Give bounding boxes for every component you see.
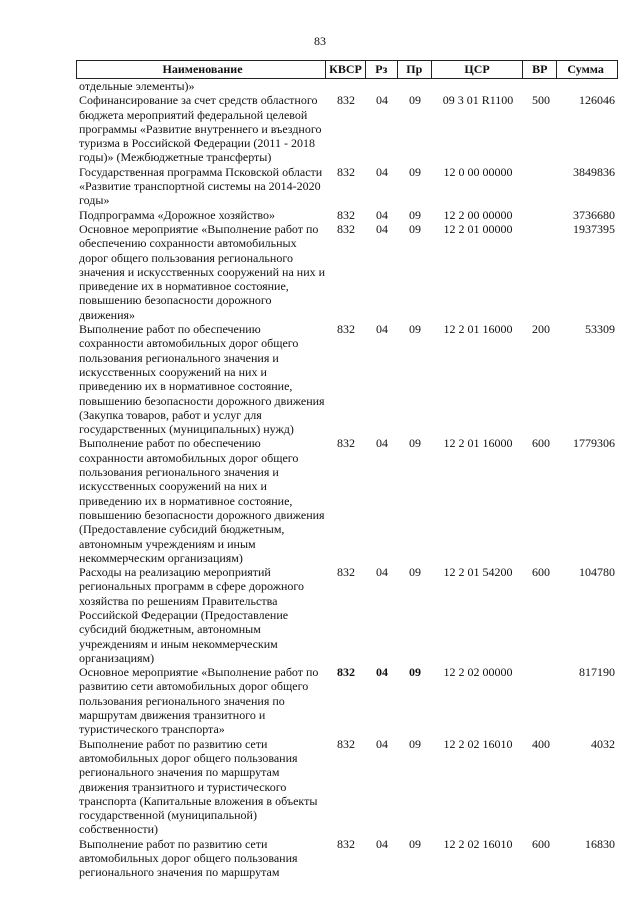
cell-csr: 12 2 02 00000 [443,665,513,680]
cell-kvsr: 832 [337,221,355,236]
cell-name: Выполнение работ по обеспечению сохранности автомобильных дорог общего пользования регионального значения и искусственных сооружений на них и приведению их в нормативное состояние, повышению безопасности дорожного движения (Предоставление субсидий бюджетным, автономным учреждениям и иным некоммерческим организациям) [79,436,325,565]
cell-rz: 04 [376,836,388,851]
cell-csr [432,79,524,93]
cell-kvsr: 832 [337,436,355,451]
cell-name: Расходы на реализацию мероприятий региональных программ в сфере дорожного хозяйства по решениям Правительства Российской Федерации (Предоставление субсидий бюджетным, автономным учреждениям и иным некоммерческим организациям) [79,565,305,665]
cell-pr: 09 [409,436,421,451]
cell-csr: 12 2 00 00000 [443,207,513,222]
cell-csr: 12 2 01 54200 [443,565,513,580]
cell-sum: 1779306 [573,436,615,451]
table-row [76,322,618,436]
cell-pr: 09 [409,221,421,236]
header-kvsr: КВСР [326,61,366,78]
table-body [76,79,618,880]
cell-kvsr: 832 [337,565,355,580]
cell-sum: 3849836 [573,164,615,179]
table-row [76,222,618,322]
cell-name: Государственная программа Псковской области «Развитие транспортной системы на 2014-2020 годы» [79,164,323,208]
cell-name: отдельные элементы)» [79,79,195,93]
cell-name: Выполнение работ по развитию сети автомобильных дорог общего пользования регионального значения по маршрутам движения транзитного и туристического транспорта (Капитальные вложения в объекты государственной (муниципальной) собственности) [79,736,318,837]
cell-kvsr [326,79,366,93]
cell-kvsr: 832 [337,322,355,337]
table-row [76,79,618,93]
header-rz: Рз [366,61,398,78]
cell-vr: 600 [532,836,550,851]
cell-vr [524,165,558,208]
cell-csr: 12 2 02 16010 [443,736,513,751]
cell-sum: 1937395 [573,221,615,236]
cell-rz: 04 [376,436,388,451]
cell-rz: 04 [376,665,388,680]
cell-sum: 4032 [591,736,615,751]
cell-pr: 09 [409,836,421,851]
cell-rz: 04 [376,736,388,751]
cell-kvsr: 832 [337,207,355,222]
header-sum: Сумма [567,62,604,76]
cell-rz: 04 [376,93,388,108]
cell-vr: 600 [532,436,550,451]
cell-name: Основное мероприятие «Выполнение работ по обеспечению сохранности автомобильных дорог общего пользования регионального значения и искусственных сооружений на них и приведение их в нормативное состояние, повышению безопасности дорожного движения» [79,221,326,322]
cell-pr: 09 [409,665,421,680]
header-pr: Пр [398,61,432,78]
cell-kvsr: 832 [337,665,355,680]
table-row [76,665,618,736]
cell-pr: 09 [409,736,421,751]
cell-rz: 04 [376,565,388,580]
cell-kvsr: 832 [337,836,355,851]
cell-vr [524,208,558,222]
cell-name: Выполнение работ по развитию сети автомобильных дорог общего пользования регионального значения по маршрутам [79,836,298,880]
header-name: Наименование [77,61,326,78]
cell-name: Основное мероприятие «Выполнение работ по развитию сети автомобильных дорог общего пользования регионального значения по маршрутам движения транзитного и туристического транспорта» [79,665,319,737]
cell-pr: 09 [409,164,421,179]
table-row [76,436,618,565]
cell-kvsr: 832 [337,736,355,751]
cell-rz [366,79,398,93]
cell-name: Софинансирование за счет средств областного бюджета мероприятий федеральной целевой программы «Развитие внутреннего и въездного туризма в Российской Федерации (2011 - 2018 годы)» (Межбюджетные трансферты) [79,93,322,165]
cell-vr [524,79,558,93]
cell-rz: 04 [376,207,388,222]
cell-sum [558,79,618,93]
cell-kvsr: 832 [337,93,355,108]
budget-table [76,60,618,880]
cell-csr: 09 3 01 R1100 [442,93,514,108]
cell-sum: 817190 [579,665,615,680]
page-number: 83 [314,34,326,48]
header-csr: ЦСР [432,61,524,78]
header-vr: ВР [523,61,557,78]
table-row [76,837,618,880]
table-row [76,165,618,208]
cell-rz: 04 [376,322,388,337]
cell-sum: 3736680 [573,207,615,222]
cell-csr: 12 2 02 16010 [443,836,513,851]
cell-sum: 126046 [579,93,615,108]
table-row [76,93,618,164]
cell-vr: 200 [532,322,550,337]
cell-vr: 400 [532,736,550,751]
cell-sum: 104780 [579,565,615,580]
cell-sum: 16830 [585,836,615,851]
cell-pr: 09 [409,207,421,222]
cell-kvsr: 832 [337,164,355,179]
cell-sum: 53309 [585,322,615,337]
cell-name: Выполнение работ по обеспечению сохранности автомобильных дорог общего пользования регионального значения и искусственных сооружений на них и приведению их в нормативное состояние, повышению безопасности дорожного движения (Закупка товаров, работ и услуг для государственных (муниципальных) нужд) [79,322,325,437]
cell-csr: 12 2 01 16000 [443,436,513,451]
cell-vr: 500 [532,93,550,108]
cell-name: Подпрограмма «Дорожное хозяйство» [79,207,275,222]
cell-vr [524,222,558,322]
cell-vr [524,665,558,736]
cell-pr: 09 [409,322,421,337]
cell-csr: 12 2 01 00000 [443,221,513,236]
cell-csr: 12 0 00 00000 [443,164,513,179]
cell-rz: 04 [376,221,388,236]
cell-pr [398,79,432,93]
table-header [76,60,618,79]
cell-pr: 09 [409,93,421,108]
cell-pr: 09 [409,565,421,580]
table-row [76,565,618,665]
table-row [76,737,618,837]
cell-rz: 04 [376,164,388,179]
cell-vr: 600 [532,565,550,580]
cell-csr: 12 2 01 16000 [443,322,513,337]
table-row [76,208,618,222]
